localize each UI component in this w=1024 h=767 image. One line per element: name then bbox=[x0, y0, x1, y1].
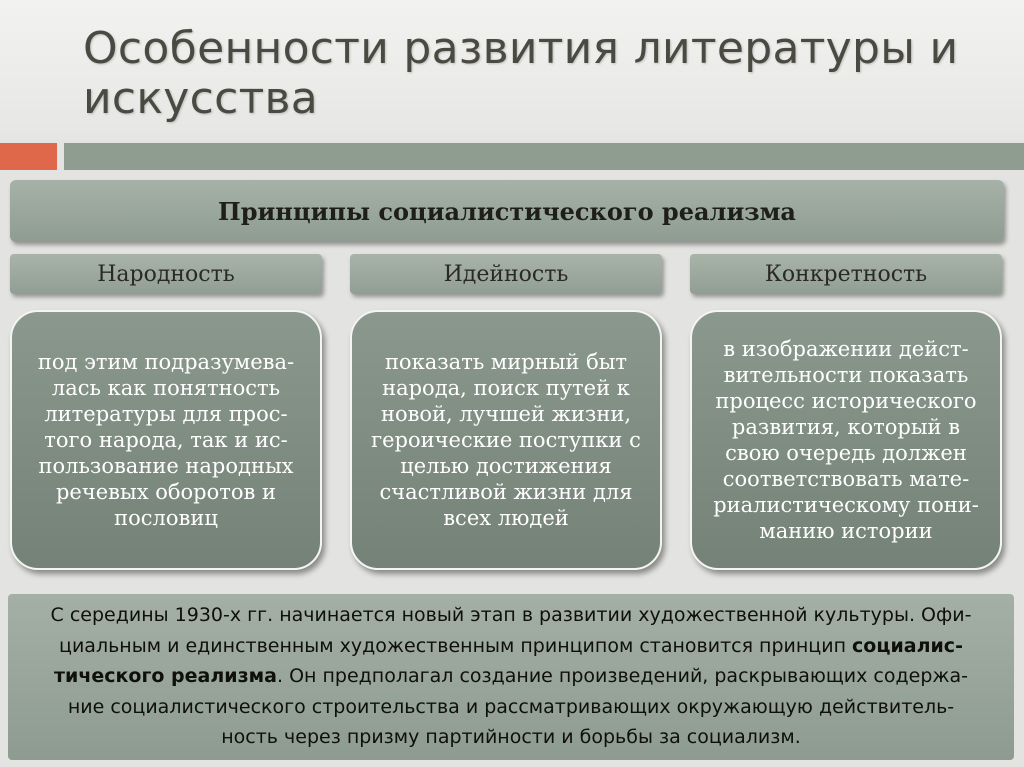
slide-title: Особенности развития литературы и искусства bbox=[83, 23, 959, 124]
principles-heading: Принципы социалистического реализма bbox=[218, 196, 796, 226]
summary-bold: социалис- тического реализма bbox=[54, 634, 963, 687]
summary-part1: С середины 1930-х гг. начинается новый этап в развитии художественной культуры. Офи- циальным и единственным художественным принципом становится принцип bbox=[50, 604, 972, 657]
summary-box bbox=[8, 594, 1014, 760]
accent-red-block bbox=[0, 143, 57, 170]
summary-text bbox=[20, 600, 1002, 753]
title-area bbox=[0, 0, 1024, 140]
principle-header-narodnost: Народность bbox=[10, 254, 322, 294]
principle-header-ideynost: Идейность bbox=[350, 254, 662, 294]
principle-header-konkretnost: Конкретность bbox=[690, 254, 1002, 294]
principle-body-narodnost bbox=[10, 310, 322, 570]
principle-description: в изображении дейст- вительности показать процесс исторического развития, который в свою очередь должен соответствовать мате- риалистическому пони- манию истории bbox=[713, 337, 979, 543]
principle-body-konkretnost bbox=[690, 310, 1002, 570]
principles-heading-box bbox=[10, 180, 1004, 242]
summary-part2: . Он предполагал создание произведений, раскрывающих содержа- ние социалистического строительства и рассматривающих окружающую действитель- ность через призму партийности и борьбы за социализм. bbox=[67, 665, 968, 748]
principle-body-ideynost bbox=[350, 310, 662, 570]
accent-bar bbox=[64, 143, 1024, 170]
principle-description: показать мирный быт народа, поиск путей к новой, лучшей жизни, героические поступки с целью достижения счастливой жизни для всех людей bbox=[371, 350, 641, 530]
principle-description: под этим подразумева- лась как понятность литературы для прос- того народа, так и ис- пользование народных речевых оборотов и пословиц bbox=[37, 350, 295, 530]
